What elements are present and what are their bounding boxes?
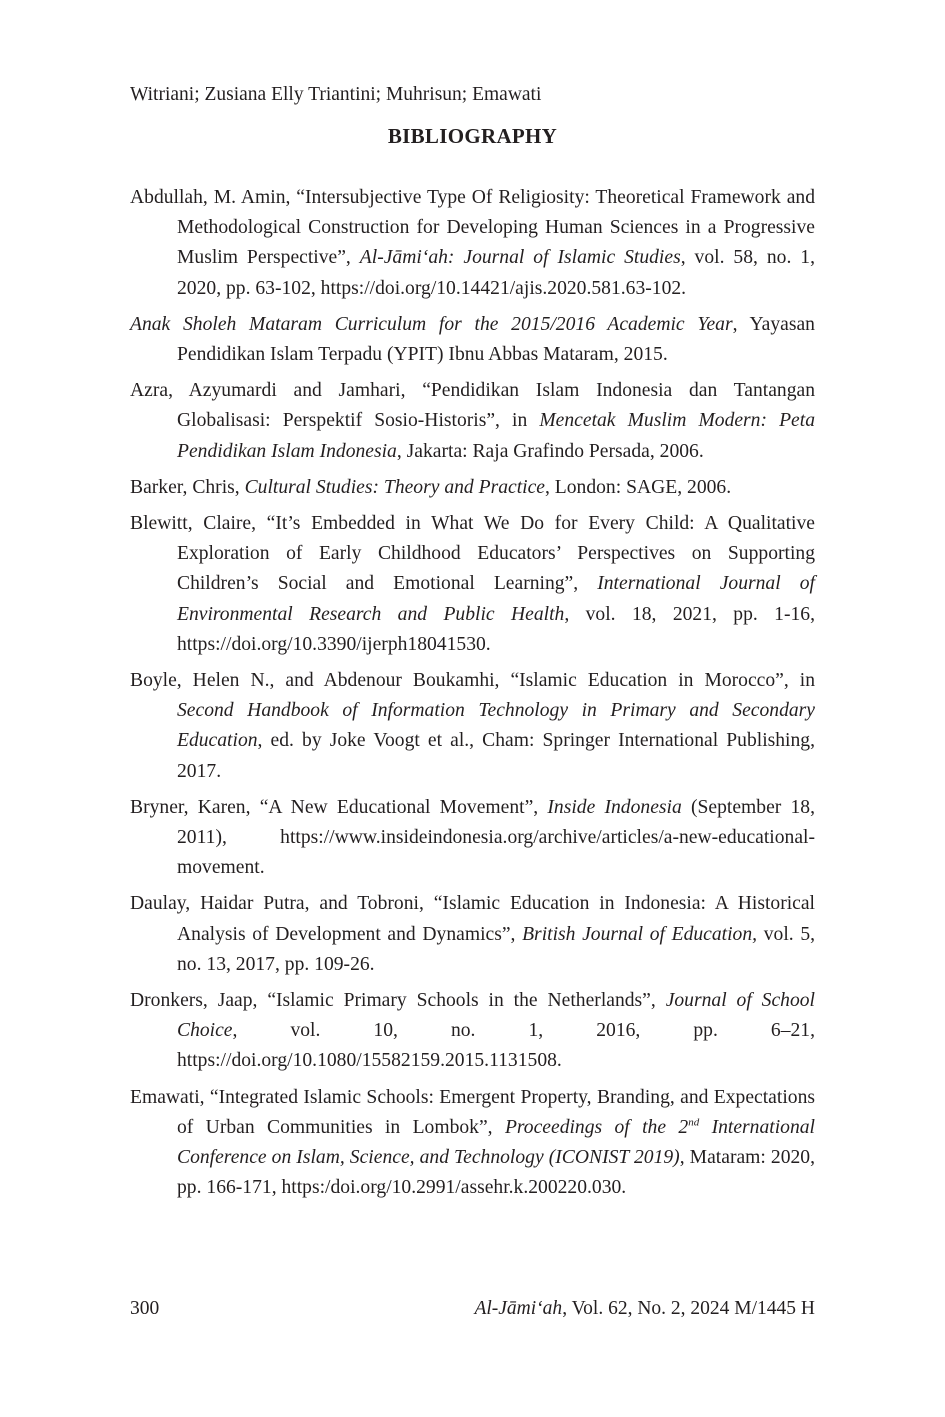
section-title: BIBLIOGRAPHY [387,124,558,148]
bib-entry: Emawati, “Integrated Islamic Schools: Emergent Property, Branding, and Expectations of Urban Communities in Lombok”, Proceedings of the 2nd International Conference on Islam, Science, and Technology (ICONIST 2019), Mataram: 2020, pp. 166-171, https:/doi.org/10.2991/assehr.k.200220.030. [130,1086,815,1199]
bib-entry: Boyle, Helen N., and Abdenour Boukamhi, “Islamic Education in Morocco”, in Second Handbook of Information Technology in Primary and Secondary Education, ed. by Joke Voogt et al., Cham: Springer International Publishing, 2017. [130,670,815,782]
bib-entry: Azra, Azyumardi and Jamhari, “Pendidikan Islam Indonesia dan Tantangan Globalisasi: Perspektif Sosio-Historis”, in Mencetak Muslim Modern: Peta Pendidikan Islam Indonesia, Jakarta: Raja Grafindo Persada, 2006. [130,380,815,462]
bibliography-list [130,183,815,1210]
bib-entry: Daulay, Haidar Putra, and Tobroni, “Islamic Education in Indonesia: A Historical Analysis of Development and Dynamics”, British Journal of Education, vol. 5, no. 13, 2017, pp. 109-26. [130,893,816,975]
bib-entry: Anak Sholeh Mataram Curriculum for the 2015/2016 Academic Year, Yayasan Pendidikan Islam Terpadu (YPIT) Ibnu Abbas Mataram, 2015. [130,313,815,366]
page-number: 300 [130,1298,160,1319]
bib-entry: Barker, Chris, Cultural Studies: Theory and Practice, London: SAGE, 2006. [130,476,732,498]
running-head-authors: Witriani; Zusiana Elly Triantini; Muhrisun; Emawati [130,84,542,105]
bib-entry: Abdullah, M. Amin, “Intersubjective Type Of Religiosity: Theoretical Framework and Methodological Construction for Developing Human Sciences in a Progressive Muslim Perspective”, Al-Jāmi‘ah: Journal of Islamic Studies, vol. 58, no. 1, 2020, pp. 63-102, https://doi.org/10.14421/ajis.2020.581.63-102. [130,187,815,299]
journal-citation: Al-Jāmi‘ah, Vol. 62, No. 2, 2024 M/1445 H [474,1298,815,1319]
bib-entry: Bryner, Karen, “A New Educational Movement”, Inside Indonesia (September 18, 2011), https://www.insideindonesia.org/archive/articles/a-new-educational-movement. [130,796,815,879]
bib-entry: Blewitt, Claire, “It’s Embedded in What We Do for Every Child: A Qualitative Exploration of Early Childhood Educators’ Perspectives on Supporting Children’s Social and Emotional Learning”, International Journal of Environmental Research and Public Health, vol. 18, 2021, pp. 1-16, https://doi.org/10.3390/ijerph18041530. [130,513,815,655]
bib-entry: Dronkers, Jaap, “Islamic Primary Schools in the Netherlands”, Journal of School Choice, vol. 10, no. 1, 2016, pp. 6–21, https://doi.org/10.1080/15582159.2015.1131508. [130,990,815,1072]
